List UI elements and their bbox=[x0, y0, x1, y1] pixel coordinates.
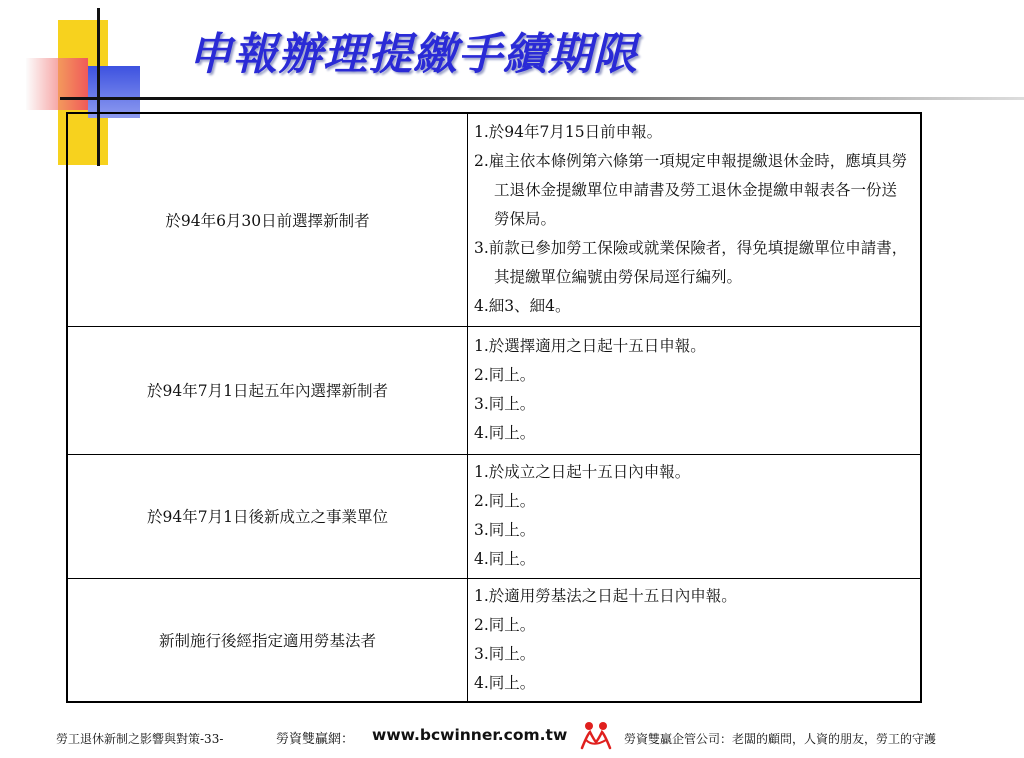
rule-item: 4.同上。 bbox=[474, 424, 536, 442]
rules-cell bbox=[468, 326, 922, 454]
condition-cell: 於94年7月1日起五年內選擇新制者 bbox=[67, 326, 468, 454]
rule-list bbox=[474, 458, 910, 574]
rule-item: 2.同上。 bbox=[474, 366, 536, 384]
condition-cell: 於94年6月30日前選擇新制者 bbox=[67, 113, 468, 326]
table-row bbox=[67, 326, 921, 454]
decor-blue-block bbox=[88, 66, 140, 118]
condition-cell: 新制施行後經指定適用勞基法者 bbox=[67, 578, 468, 702]
rule-item: 2.同上。 bbox=[474, 492, 536, 510]
rules-cell bbox=[468, 113, 922, 326]
deadline-table bbox=[66, 112, 922, 703]
rule-list bbox=[474, 332, 910, 448]
footer-slogan: 勞資雙贏企管公司：老闆的顧問，人資的朋友，勞工的守護 bbox=[624, 732, 937, 746]
rule-list bbox=[474, 118, 910, 321]
rule-item: 2.同上。 bbox=[474, 615, 536, 634]
rule-item: 1.於選擇適用之日起十五日申報。 bbox=[474, 337, 706, 355]
rule-item: 3.同上。 bbox=[474, 521, 536, 539]
rule-item: 4.同上。 bbox=[474, 550, 536, 568]
rule-item: 4.同上。 bbox=[474, 673, 536, 692]
footer-page-label: 勞工退休新制之影響與對策-33- bbox=[56, 732, 224, 746]
table-row bbox=[67, 578, 921, 702]
table-row bbox=[67, 454, 921, 578]
footer bbox=[0, 726, 1024, 750]
rule-item: 3.前款已參加勞工保險或就業保險者，得免填提繳單位申請書，其提繳單位編號由勞保局逕行編列。 bbox=[474, 239, 908, 287]
rule-item: 3.同上。 bbox=[474, 644, 536, 663]
company-logo-icon bbox=[576, 720, 616, 753]
rule-item: 1.於適用勞基法之日起十五日內申報。 bbox=[474, 586, 737, 605]
rule-item: 4.細3、細4。 bbox=[474, 297, 571, 316]
rules-cell bbox=[468, 454, 922, 578]
rule-item: 1.於成立之日起十五日內申報。 bbox=[474, 463, 691, 481]
condition-cell: 於94年7月1日後新成立之事業單位 bbox=[67, 454, 468, 578]
rule-item: 2.雇主依本條例第六條第一項規定申報提繳退休金時，應填具勞工退休金提繳單位申請書及勞工退休金提繳申報表各一份送勞保局。 bbox=[474, 152, 908, 229]
decor-horizontal-line bbox=[60, 97, 1024, 100]
rules-cell bbox=[468, 578, 922, 702]
footer-url-link[interactable]: www.bcwinner.com.tw bbox=[372, 726, 568, 744]
decor-red-block bbox=[26, 58, 88, 110]
rule-item: 3.同上。 bbox=[474, 395, 536, 413]
rule-item: 1.於94年7月15日前申報。 bbox=[474, 123, 663, 142]
table-row bbox=[67, 113, 921, 326]
rule-list bbox=[474, 582, 910, 698]
slide-title: 申報辦理提繳手續期限 bbox=[188, 29, 638, 80]
footer-site-label: 勞資雙贏網： bbox=[276, 732, 355, 747]
